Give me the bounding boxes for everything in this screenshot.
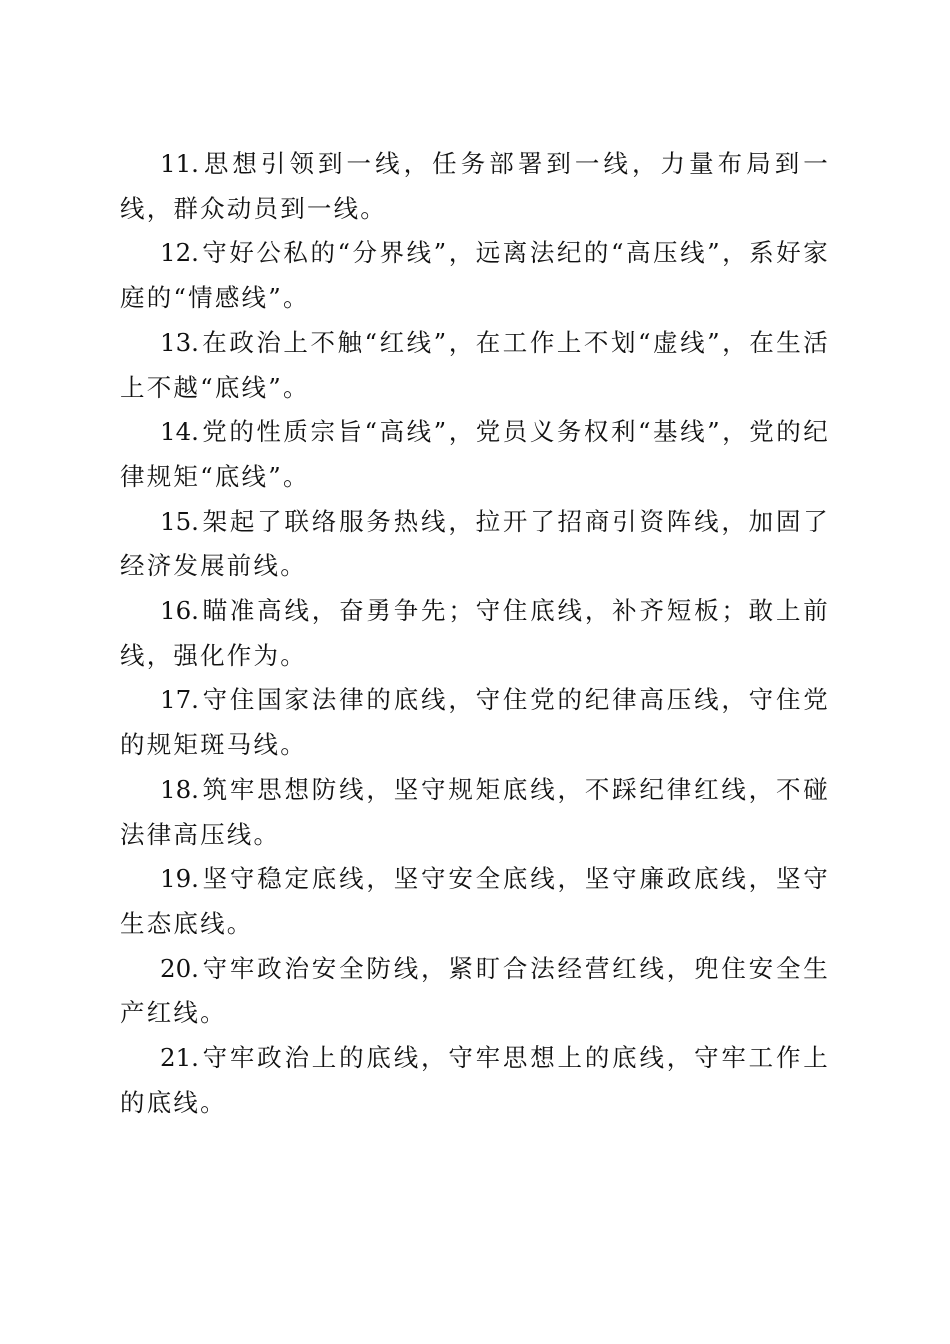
item-text: 坚守稳定底线，坚守安全底线，坚守廉政底线，坚守生态底线。 [120, 864, 830, 938]
item-text: 守住国家法律的底线，守住党的纪律高压线，守住党的规矩斑马线。 [120, 685, 830, 760]
list-item [120, 410, 830, 499]
list-item [120, 947, 830, 1036]
list-item [120, 142, 830, 231]
item-number: 17. [160, 685, 199, 715]
item-text: 在政治上不触“红线”，在工作上不划“虚线”，在生活上不越“底线”。 [120, 327, 830, 402]
list-item [120, 857, 830, 946]
list-item [120, 589, 830, 678]
item-text: 架起了联络服务热线，拉开了招商引资阵线，加固了经济发展前线。 [120, 506, 830, 581]
list-item [120, 321, 830, 410]
item-number: 14. [160, 417, 199, 447]
item-text: 筑牢思想防线，坚守规矩底线，不踩纪律红线，不碰法律高压线。 [120, 774, 830, 849]
item-number: 21. [160, 1043, 199, 1073]
item-number: 20. [160, 953, 199, 983]
item-number: 15. [160, 506, 199, 536]
item-number: 13. [160, 327, 199, 357]
item-number: 19. [160, 864, 199, 894]
item-number: 16. [160, 596, 199, 626]
item-number: 18. [160, 774, 199, 804]
list-item [120, 678, 830, 767]
document-body [120, 142, 830, 1125]
list-item [120, 1036, 830, 1125]
item-text: 思想引领到一线，任务部署到一线，力量布局到一线，群众动员到一线。 [120, 149, 830, 223]
list-item [120, 231, 830, 320]
list-item [120, 768, 830, 857]
item-text: 守牢政治上的底线，守牢思想上的底线，守牢工作上的底线。 [120, 1043, 830, 1117]
item-text: 党的性质宗旨“高线”，党员义务权利“基线”，党的纪律规矩“底线”。 [120, 417, 830, 491]
list-item [120, 500, 830, 589]
item-number: 12. [160, 238, 199, 268]
item-number: 11. [160, 149, 199, 178]
item-text: 守牢政治安全防线，紧盯合法经营红线，兜住安全生产红线。 [120, 953, 830, 1028]
item-text: 守好公私的“分界线”，远离法纪的“高压线”，系好家庭的“情感线”。 [120, 238, 830, 313]
item-text: 瞄准高线，奋勇争先；守住底线，补齐短板；敢上前线，强化作为。 [120, 596, 830, 670]
